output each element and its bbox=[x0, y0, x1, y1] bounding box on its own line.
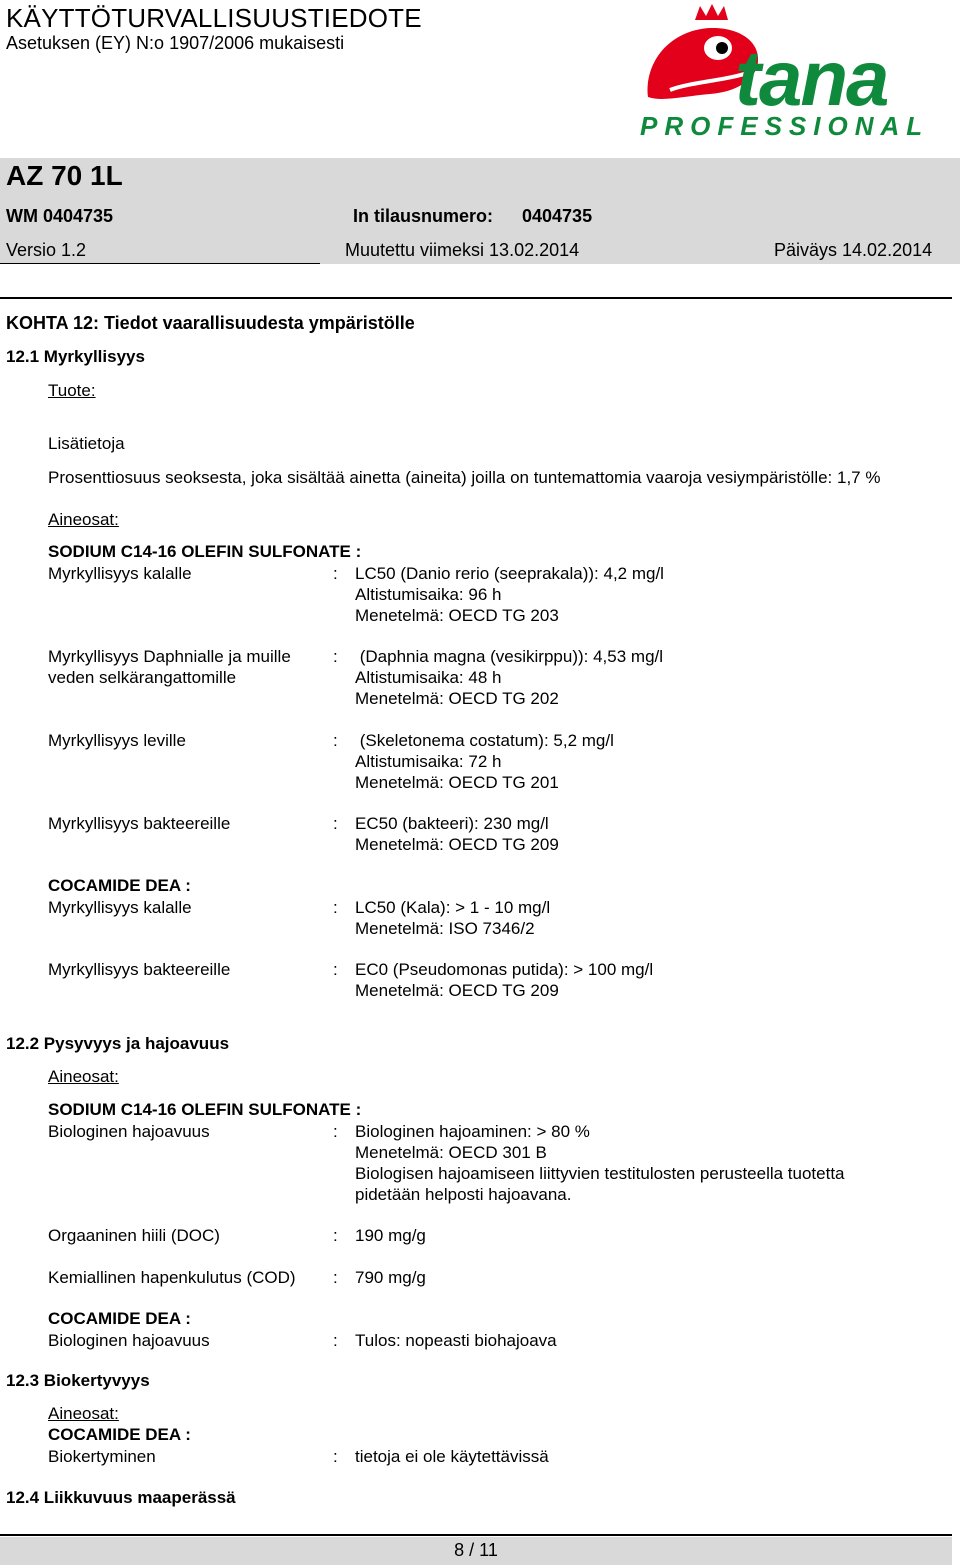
tana-logo bbox=[640, 2, 950, 142]
substance-name: COCAMIDE DEA : bbox=[48, 1309, 191, 1328]
logo-subtext: PROFESSIONAL bbox=[640, 111, 930, 141]
subsection-12-2-heading: 12.2 Pysyvyys ja hajoavuus bbox=[6, 1034, 230, 1053]
row-value: 190 mg/g bbox=[355, 1226, 426, 1245]
logo-wordmark: tana bbox=[735, 34, 888, 122]
document-subtitle: Asetuksen (EY) N:o 1907/2006 mukaisesti bbox=[6, 33, 345, 53]
order-label: In tilausnumero: bbox=[353, 206, 494, 226]
product-label: Tuote: bbox=[48, 381, 96, 400]
row-label: Biologinen hajoavuus bbox=[48, 1331, 210, 1350]
row-label: Myrkyllisyys Daphnialle ja muille veden selkärangattomille bbox=[48, 647, 291, 687]
row-colon: : bbox=[333, 1447, 338, 1466]
substance-name: COCAMIDE DEA : bbox=[48, 876, 191, 895]
row-label: Kemiallinen hapenkulutus (COD) bbox=[48, 1268, 296, 1287]
row-colon: : bbox=[333, 814, 338, 833]
subsection-12-4-heading: 12.4 Liikkuvuus maaperässä bbox=[6, 1488, 236, 1507]
substance-name: SODIUM C14-16 OLEFIN SULFONATE : bbox=[48, 542, 362, 561]
row-colon: : bbox=[333, 960, 338, 979]
section-rule bbox=[0, 297, 952, 299]
substance-name: SODIUM C14-16 OLEFIN SULFONATE : bbox=[48, 1100, 362, 1119]
row-label: Orgaaninen hiili (DOC) bbox=[48, 1226, 220, 1245]
row-label: Myrkyllisyys bakteereille bbox=[48, 960, 231, 979]
row-value: tietoja ei ole käytettävissä bbox=[355, 1447, 549, 1466]
additional-info-label: Lisätietoja bbox=[48, 434, 125, 453]
footer-rule bbox=[0, 1534, 952, 1536]
row-colon: : bbox=[333, 1331, 338, 1350]
section-title: KOHTA 12: Tiedot vaarallisuudesta ympäristölle bbox=[6, 313, 415, 333]
row-colon: : bbox=[333, 1226, 338, 1245]
row-label: Myrkyllisyys bakteereille bbox=[48, 814, 231, 833]
row-label: Myrkyllisyys kalalle bbox=[48, 564, 192, 583]
frog-crown-icon bbox=[640, 2, 950, 142]
product-name: AZ 70 1L bbox=[6, 160, 123, 191]
row-colon: : bbox=[333, 898, 338, 917]
row-value: Tulos: nopeasti biohajoava bbox=[355, 1331, 557, 1350]
document-title: KÄYTTÖTURVALLISUUSTIEDOTE bbox=[6, 3, 422, 33]
ingredients-label: Aineosat: bbox=[48, 1067, 119, 1086]
wm-code: WM 0404735 bbox=[6, 206, 114, 226]
divider bbox=[0, 263, 320, 264]
row-value: (Skeletonema costatum): 5,2 mg/l Altistumisaika: 72 h Menetelmä: OECD TG 201 bbox=[355, 731, 614, 792]
row-colon: : bbox=[333, 564, 338, 583]
ingredients-label: Aineosat: bbox=[48, 510, 119, 529]
row-value: LC50 (Danio rerio (seeprakala)): 4,2 mg/l Altistumisaika: 96 h Menetelmä: OECD TG 203 bbox=[355, 564, 664, 625]
ingredients-label: Aineosat: bbox=[48, 1404, 119, 1423]
row-label: Biologinen hajoavuus bbox=[48, 1122, 210, 1141]
row-label: Biokertyminen bbox=[48, 1447, 156, 1466]
substance-name: COCAMIDE DEA : bbox=[48, 1425, 191, 1444]
print-date: Päiväys 14.02.2014 bbox=[774, 240, 933, 260]
percentage-text: Prosenttiosuus seoksesta, joka sisältää ainetta (aineita) joilla on tuntemattomia vaaroja vesiympäristölle: 1,7 % bbox=[48, 468, 881, 487]
row-value: EC50 (bakteeri): 230 mg/l Menetelmä: OECD TG 209 bbox=[355, 814, 559, 854]
subsection-12-3-heading: 12.3 Biokertyvyys bbox=[6, 1371, 150, 1390]
row-label: Myrkyllisyys leville bbox=[48, 731, 186, 750]
row-value: (Daphnia magna (vesikirppu)): 4,53 mg/l Altistumisaika: 48 h Menetelmä: OECD TG 202 bbox=[355, 647, 664, 708]
order-number: 0404735 bbox=[522, 206, 593, 226]
row-colon: : bbox=[333, 731, 338, 750]
row-value: LC50 (Kala): > 1 - 10 mg/l Menetelmä: ISO 7346/2 bbox=[355, 898, 551, 938]
row-value: Biologinen hajoaminen: > 80 % Menetelmä: OECD 301 B Biologisen hajoamiseen liittyvien testitulosten perusteella tuotetta pidetään helposti hajoavana. bbox=[355, 1122, 845, 1204]
row-colon: : bbox=[333, 647, 338, 666]
subsection-12-1-heading: 12.1 Myrkyllisyys bbox=[6, 347, 145, 366]
version: Versio 1.2 bbox=[6, 240, 87, 260]
modified-date: Muutettu viimeksi 13.02.2014 bbox=[345, 240, 580, 260]
row-colon: : bbox=[333, 1122, 338, 1141]
row-value: 790 mg/g bbox=[355, 1268, 426, 1287]
page-number: 8 / 11 bbox=[454, 1540, 498, 1560]
row-colon: : bbox=[333, 1268, 338, 1287]
row-value: EC0 (Pseudomonas putida): > 100 mg/l Menetelmä: OECD TG 209 bbox=[355, 960, 654, 1000]
row-label: Myrkyllisyys kalalle bbox=[48, 898, 192, 917]
